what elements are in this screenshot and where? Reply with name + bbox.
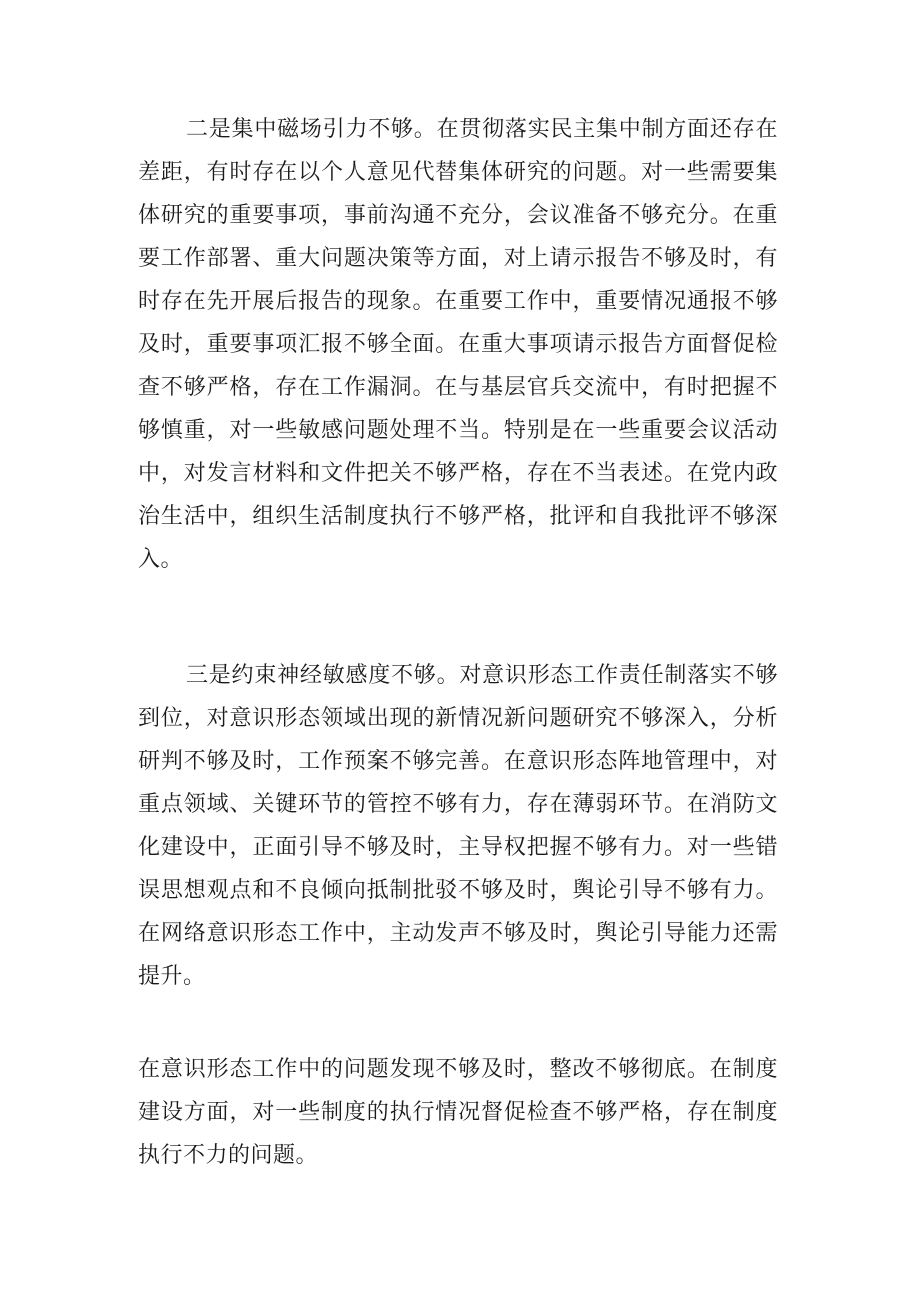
paragraph-rectification-issues: 在意识形态工作中的问题发现不够及时，整改不够彻底。在制度建设方面，对一些制度的执行情况督促检查不够严格，存在制度执行不力的问题。 [138,1057,778,1168]
paragraph-ideology-sensitivity: 三是约束神经敏感度不够。对意识形态工作责任制落实不够到位，对意识形态领域出现的新情况新问题研究不够深入，分析研判不够及时，工作预案不够完善。在意识形态阵地管理中，对重点领域、关键环节的管控不够有力，存在薄弱环节。在消防文化建设中，正面引导不够及时，主导权把握不够有力。对一些错误思想观点和不良倾向抵制批驳不够及时，舆论引导不够有力。在网络意识形态工作中，主动发声不够及时，舆论引导能力还需提升。 [138,663,778,989]
paragraph-discipline-concentration: 二是集中磁场引力不够。在贯彻落实民主集中制方面还存在差距，有时存在以个人意见代替集体研究的问题。对一些需要集体研究的重要事项，事前沟通不充分，会议准备不够充分。在重要工作部署、重大问题决策等方面，对上请示报告不够及时，有时存在先开展后报告的现象。在重要工作中，重要情况通报不够及时，重要事项汇报不够全面。在重大事项请示报告方面督促检查不够严格，存在工作漏洞。在与基层官兵交流中，有时把握不够慎重，对一些敏感问题处理不当。特别是在一些重要会议活动中，对发言材料和文件把关不够严格，存在不当表述。在党内政治生活中，组织生活制度执行不够严格，批评和自我批评不够深入。 [138,117,778,572]
